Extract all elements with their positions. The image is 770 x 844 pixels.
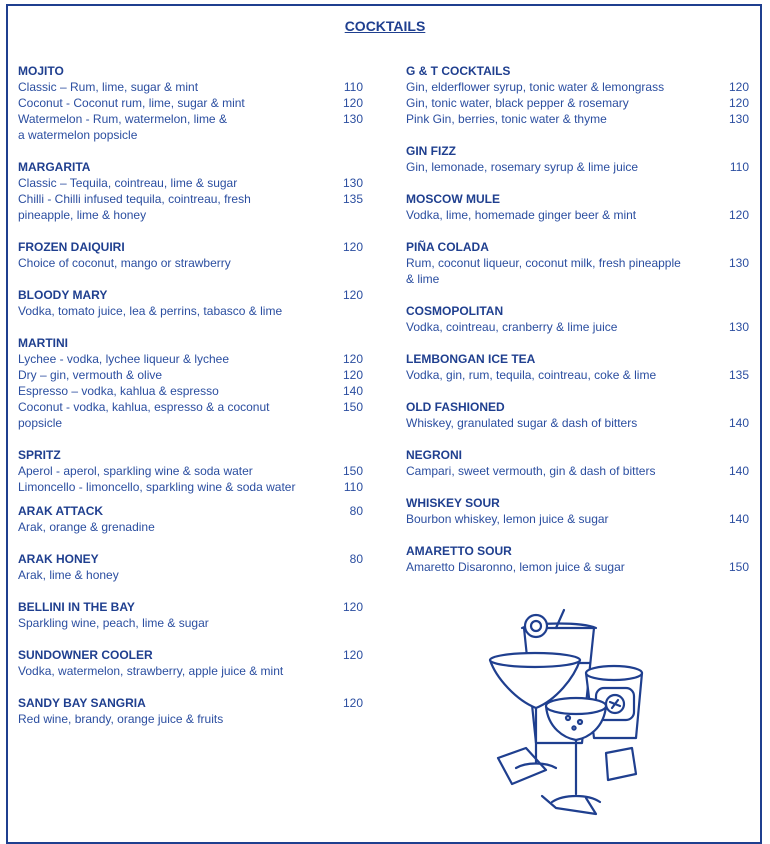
cocktail-glasses-illustration	[486, 608, 656, 818]
menu-item-description: Whiskey, granulated sugar & dash of bitters	[406, 416, 638, 430]
menu-item-line	[18, 79, 363, 95]
menu-item-price: 130	[342, 176, 363, 190]
menu-item-price: 110	[729, 160, 749, 174]
menu-item-name: PIÑA COLADA	[406, 240, 489, 254]
menu-item-line	[18, 191, 363, 207]
menu-item-name: SPRITZ	[18, 448, 61, 462]
menu-item	[18, 647, 363, 679]
menu-item-line	[18, 367, 363, 383]
menu-item-description: Gin, lemonade, rosemary syrup & lime juice	[406, 160, 639, 174]
menu-item-price: 120	[342, 368, 363, 382]
menu-item	[406, 143, 751, 175]
menu-item-price: 130	[728, 256, 749, 270]
menu-item-line	[18, 303, 363, 319]
menu-item-line	[18, 255, 363, 271]
menu-item-description: Red wine, brandy, orange juice & fruits	[18, 712, 224, 726]
menu-item-price: 140	[728, 512, 749, 526]
menu-item-description: Vodka, tomato juice, lea & perrins, tabasco & lime	[18, 304, 283, 318]
menu-item	[18, 503, 363, 535]
menu-item-line	[18, 127, 363, 143]
menu-item-description: Coconut - vodka, kahlua, espresso & a coconut	[18, 400, 270, 414]
menu-item	[406, 191, 751, 223]
menu-item	[18, 695, 363, 727]
menu-item-price: 120	[342, 352, 363, 366]
menu-item-line	[18, 663, 363, 679]
menu-item-name: SANDY BAY SANGRIA	[18, 696, 146, 710]
menu-item-description: & lime	[406, 272, 440, 286]
menu-item-name: LEMBONGAN ICE TEA	[406, 352, 536, 366]
menu-item-line	[18, 207, 363, 223]
menu-item-price: 120	[728, 80, 749, 94]
menu-item-price: 120	[342, 96, 363, 110]
menu-item	[18, 447, 363, 495]
menu-item-description: Campari, sweet vermouth, gin & dash of bitters	[406, 464, 656, 478]
menu-item-price: 120	[342, 600, 363, 614]
menu-item	[18, 239, 363, 271]
menu-item-price: 120	[342, 648, 363, 662]
menu-item-description: Dry – gin, vermouth & olive	[18, 368, 163, 382]
menu-item-name: MOSCOW MULE	[406, 192, 500, 206]
menu-item-description: Espresso – vodka, kahlua & espresso	[18, 384, 219, 398]
menu-item	[18, 335, 363, 431]
menu-item	[18, 63, 363, 143]
menu-item-line	[406, 95, 751, 111]
menu-item-description: Arak, lime & honey	[18, 568, 119, 582]
menu-item-line	[18, 383, 363, 399]
menu-item-name: OLD FASHIONED	[406, 400, 505, 414]
menu-item	[406, 495, 751, 527]
menu-item-name: GIN FIZZ	[406, 144, 456, 158]
menu-item-name: MOJITO	[18, 64, 64, 78]
menu-item-line	[406, 415, 751, 431]
menu-item-name: NEGRONI	[406, 448, 463, 462]
menu-item-price: 120	[728, 208, 749, 222]
menu-item-name: AMARETTO SOUR	[406, 544, 512, 558]
menu-item-price: 135	[728, 368, 749, 382]
menu-item-description: Vodka, lime, homemade ginger beer & mint	[406, 208, 637, 222]
menu-item-price: 120	[342, 240, 363, 254]
menu-item-line	[406, 463, 751, 479]
menu-item-line	[18, 399, 363, 415]
menu-item-line	[406, 559, 751, 575]
menu-item-name: WHISKEY SOUR	[406, 496, 500, 510]
menu-item	[406, 239, 751, 287]
menu-item-description: Gin, tonic water, black pepper & rosemary	[406, 96, 629, 110]
menu-item-price: 140	[728, 464, 749, 478]
menu-item-name: MARGARITA	[18, 160, 91, 174]
menu-item	[18, 287, 363, 319]
menu-item-description: Vodka, gin, rum, tequila, cointreau, coke & lime	[406, 368, 657, 382]
menu-item-name: G & T COCKTAILS	[406, 64, 511, 78]
menu-item-line	[18, 463, 363, 479]
menu-item-description: Arak, orange & grenadine	[18, 520, 155, 534]
menu-item-line	[18, 567, 363, 583]
menu-item-description: Lychee - vodka, lychee liqueur & lychee	[18, 352, 230, 366]
menu-item-description: Choice of coconut, mango or strawberry	[18, 256, 231, 270]
menu-item-price: 120	[342, 696, 363, 710]
menu-item-description: Bourbon whiskey, lemon juice & sugar	[406, 512, 609, 526]
menu-item-description: Gin, elderflower syrup, tonic water & lemongrass	[406, 80, 665, 94]
menu-item-description: Coconut - Coconut rum, lime, sugar & mint	[18, 96, 245, 110]
menu-item-description: Aperol - aperol, sparkling wine & soda water	[18, 464, 253, 478]
menu-item-line	[406, 367, 751, 383]
menu-item-line	[18, 479, 363, 495]
menu-item-name: MARTINI	[18, 336, 68, 350]
menu-item-price: 150	[342, 464, 363, 478]
menu-item-description: Classic – Tequila, cointreau, lime & sugar	[18, 176, 238, 190]
menu-item-description: Watermelon - Rum, watermelon, lime &	[18, 112, 227, 126]
menu-item-name: COSMOPOLITAN	[406, 304, 504, 318]
menu-item	[406, 399, 751, 431]
menu-item-line	[406, 159, 751, 175]
menu-item-description: Amaretto Disaronno, lemon juice & sugar	[406, 560, 625, 574]
menu-item-name: FROZEN DAIQUIRI	[18, 240, 125, 254]
menu-item-description: pineapple, lime & honey	[18, 208, 147, 222]
menu-item-price: 135	[342, 192, 363, 206]
menu-item-line	[18, 175, 363, 191]
menu-item-line	[406, 319, 751, 335]
menu-item-description: a watermelon popsicle	[18, 128, 138, 142]
page-title: COCKTAILS	[344, 18, 426, 34]
menu-item-description: popsicle	[18, 416, 63, 430]
menu-item-price: 140	[728, 416, 749, 430]
menu-item-price: 120	[728, 96, 749, 110]
menu-item	[18, 599, 363, 631]
menu-item-line	[18, 615, 363, 631]
menu-item-price: 150	[728, 560, 749, 574]
menu-item-line	[406, 79, 751, 95]
menu-item-line	[406, 271, 751, 287]
menu-item-description: Vodka, watermelon, strawberry, apple juice & mint	[18, 664, 284, 678]
menu-item-description: Pink Gin, berries, tonic water & thyme	[406, 112, 607, 126]
menu-item	[18, 551, 363, 583]
menu-item-description: Rum, coconut liqueur, coconut milk, fresh pineapple	[406, 256, 681, 270]
menu-item-description: Limoncello - limoncello, sparkling wine & soda water	[18, 480, 296, 494]
menu-item-line	[406, 111, 751, 127]
menu-item-description: Sparkling wine, peach, lime & sugar	[18, 616, 209, 630]
menu-item-line	[406, 207, 751, 223]
menu-item-name: ARAK ATTACK	[18, 504, 104, 518]
menu-item	[406, 351, 751, 383]
menu-item	[406, 303, 751, 335]
menu-item-description: Vodka, cointreau, cranberry & lime juice	[406, 320, 618, 334]
menu-item-price: 110	[343, 80, 363, 94]
menu-item-line	[406, 255, 751, 271]
menu-item-description: Chilli - Chilli infused tequila, cointreau, fresh	[18, 192, 251, 206]
menu-item	[406, 63, 751, 127]
menu-item-price: 110	[343, 480, 363, 494]
menu-item-price: 140	[342, 384, 363, 398]
menu-item-description: Classic – Rum, lime, sugar & mint	[18, 80, 199, 94]
menu-item-line	[18, 519, 363, 535]
menu-item-price: 80	[349, 504, 363, 518]
menu-item-price: 150	[342, 400, 363, 414]
menu-item-line	[18, 95, 363, 111]
menu-item-price: 130	[342, 112, 363, 126]
menu-item-name: SUNDOWNER COOLER	[18, 648, 153, 662]
menu-item	[406, 447, 751, 479]
menu-item-name: ARAK HONEY	[18, 552, 99, 566]
menu-item-line	[18, 415, 363, 431]
menu-item	[18, 159, 363, 223]
menu-item-line	[18, 111, 363, 127]
menu-item-line	[406, 511, 751, 527]
menu-item	[406, 543, 751, 575]
menu-item-name: BLOODY MARY	[18, 288, 108, 302]
menu-item-line	[18, 711, 363, 727]
menu-item-price: 130	[728, 112, 749, 126]
menu-item-name: BELLINI IN THE BAY	[18, 600, 135, 614]
menu-item-price: 130	[728, 320, 749, 334]
menu-item-price: 120	[342, 288, 363, 302]
menu-item-line	[18, 351, 363, 367]
menu-item-price: 80	[349, 552, 363, 566]
